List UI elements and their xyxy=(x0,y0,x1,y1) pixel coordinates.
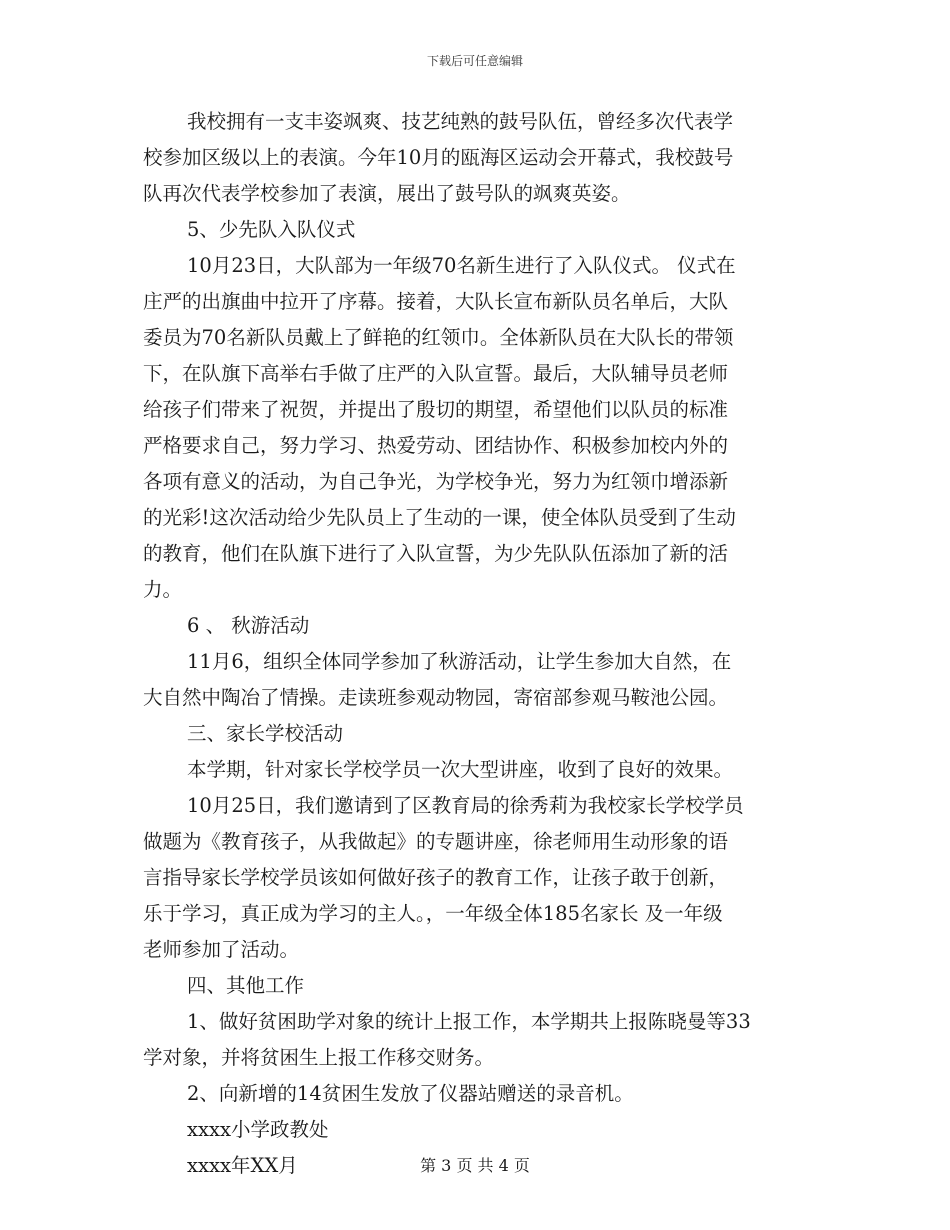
paragraph-line: 校参加区级以上的表演。今年10月的瓯海区运动会开幕式，我校鼓号 xyxy=(143,146,734,169)
section-heading: 5、少先队入队仪式 xyxy=(187,218,356,241)
paragraph-line: 乐于学习，真正成为学习的主人。，一年级全体185名家长 及一年级 xyxy=(143,902,723,925)
paragraph-line: 我校拥有一支丰姿飒爽、技艺纯熟的鼓号队伍，曾经多次代表学 xyxy=(187,110,734,133)
paragraph-line: 的光彩!这次活动给少先队员上了生动的一课，使全体队员受到了生动 xyxy=(143,506,736,529)
paragraph-line: 给孩子们带来了祝贺，并提出了殷切的期望，希望他们以队员的标准 xyxy=(143,398,729,421)
paragraph-line: 本学期，针对家长学校学员一次大型讲座，收到了良好的效果。 xyxy=(187,758,734,781)
paragraph-line: 10月25日，我们邀请到了区教育局的徐秀莉为我校家长学校学员 xyxy=(187,794,744,817)
paragraph-line: 力。 xyxy=(143,578,183,601)
section-heading: 6 、 秋游活动 xyxy=(187,614,310,637)
paragraph-line: 大自然中陶冶了情操。走读班参观动物园，寄宿部参观马鞍池公园。 xyxy=(143,686,729,709)
paragraph-line: 做题为《教育孩子，从我做起》的专题讲座，徐老师用生动形象的语 xyxy=(143,830,729,853)
paragraph-line: 学对象，并将贫困生上报工作移交财务。 xyxy=(143,1046,495,1069)
paragraph-line: 下，在队旗下高举右手做了庄严的入队宣誓。最后，大队辅导员老师 xyxy=(143,362,729,385)
section-heading: 四、其他工作 xyxy=(187,974,305,997)
document-body xyxy=(143,104,809,1184)
paragraph-line: 老师参加了活动。 xyxy=(143,938,300,961)
paragraph-line: 的教育，他们在队旗下进行了入队宣誓，为少先队队伍添加了新的活 xyxy=(143,542,729,565)
paragraph-line: 言指导家长学校学员该如何做好孩子的教育工作，让孩子敢于创新， xyxy=(143,866,729,889)
page-number: 第 3 页 共 4 页 xyxy=(420,1156,530,1175)
paragraph-line: 严格要求自己，努力学习、热爱劳动、团结协作、积极参加校内外的 xyxy=(143,434,729,457)
paragraph-line: 1、做好贫困助学对象的统计上报工作，本学期共上报陈晓曼等33 xyxy=(187,1010,751,1033)
paragraph-line: 庄严的出旗曲中拉开了序幕。接着，大队长宣布新队员名单后，大队 xyxy=(143,290,729,313)
section-heading: 三、家长学校活动 xyxy=(187,722,344,745)
paragraph-line: 委员为70名新队员戴上了鲜艳的红领巾。全体新队员在大队长的带领 xyxy=(143,326,734,349)
header-note: 下载后可任意编辑 xyxy=(426,54,523,68)
paragraph-line: 10月23日，大队部为一年级70名新生进行了入队仪式。 仪式在 xyxy=(187,254,736,277)
paragraph-line: 2、向新增的14贫困生发放了仪器站赠送的录音机。 xyxy=(187,1082,634,1105)
signature-org: xxxx小学政教处 xyxy=(187,1118,329,1141)
paragraph-line: 队再次代表学校参加了表演，展出了鼓号队的飒爽英姿。 xyxy=(143,182,631,205)
paragraph-line: 各项有意义的活动，为自己争光，为学校争光，努力为红领巾增添新 xyxy=(143,470,729,493)
signature-date: xxxx年XX月 xyxy=(187,1154,298,1177)
paragraph-line: 11月6，组织全体同学参加了秋游活动，让学生参加大自然，在 xyxy=(187,650,732,673)
